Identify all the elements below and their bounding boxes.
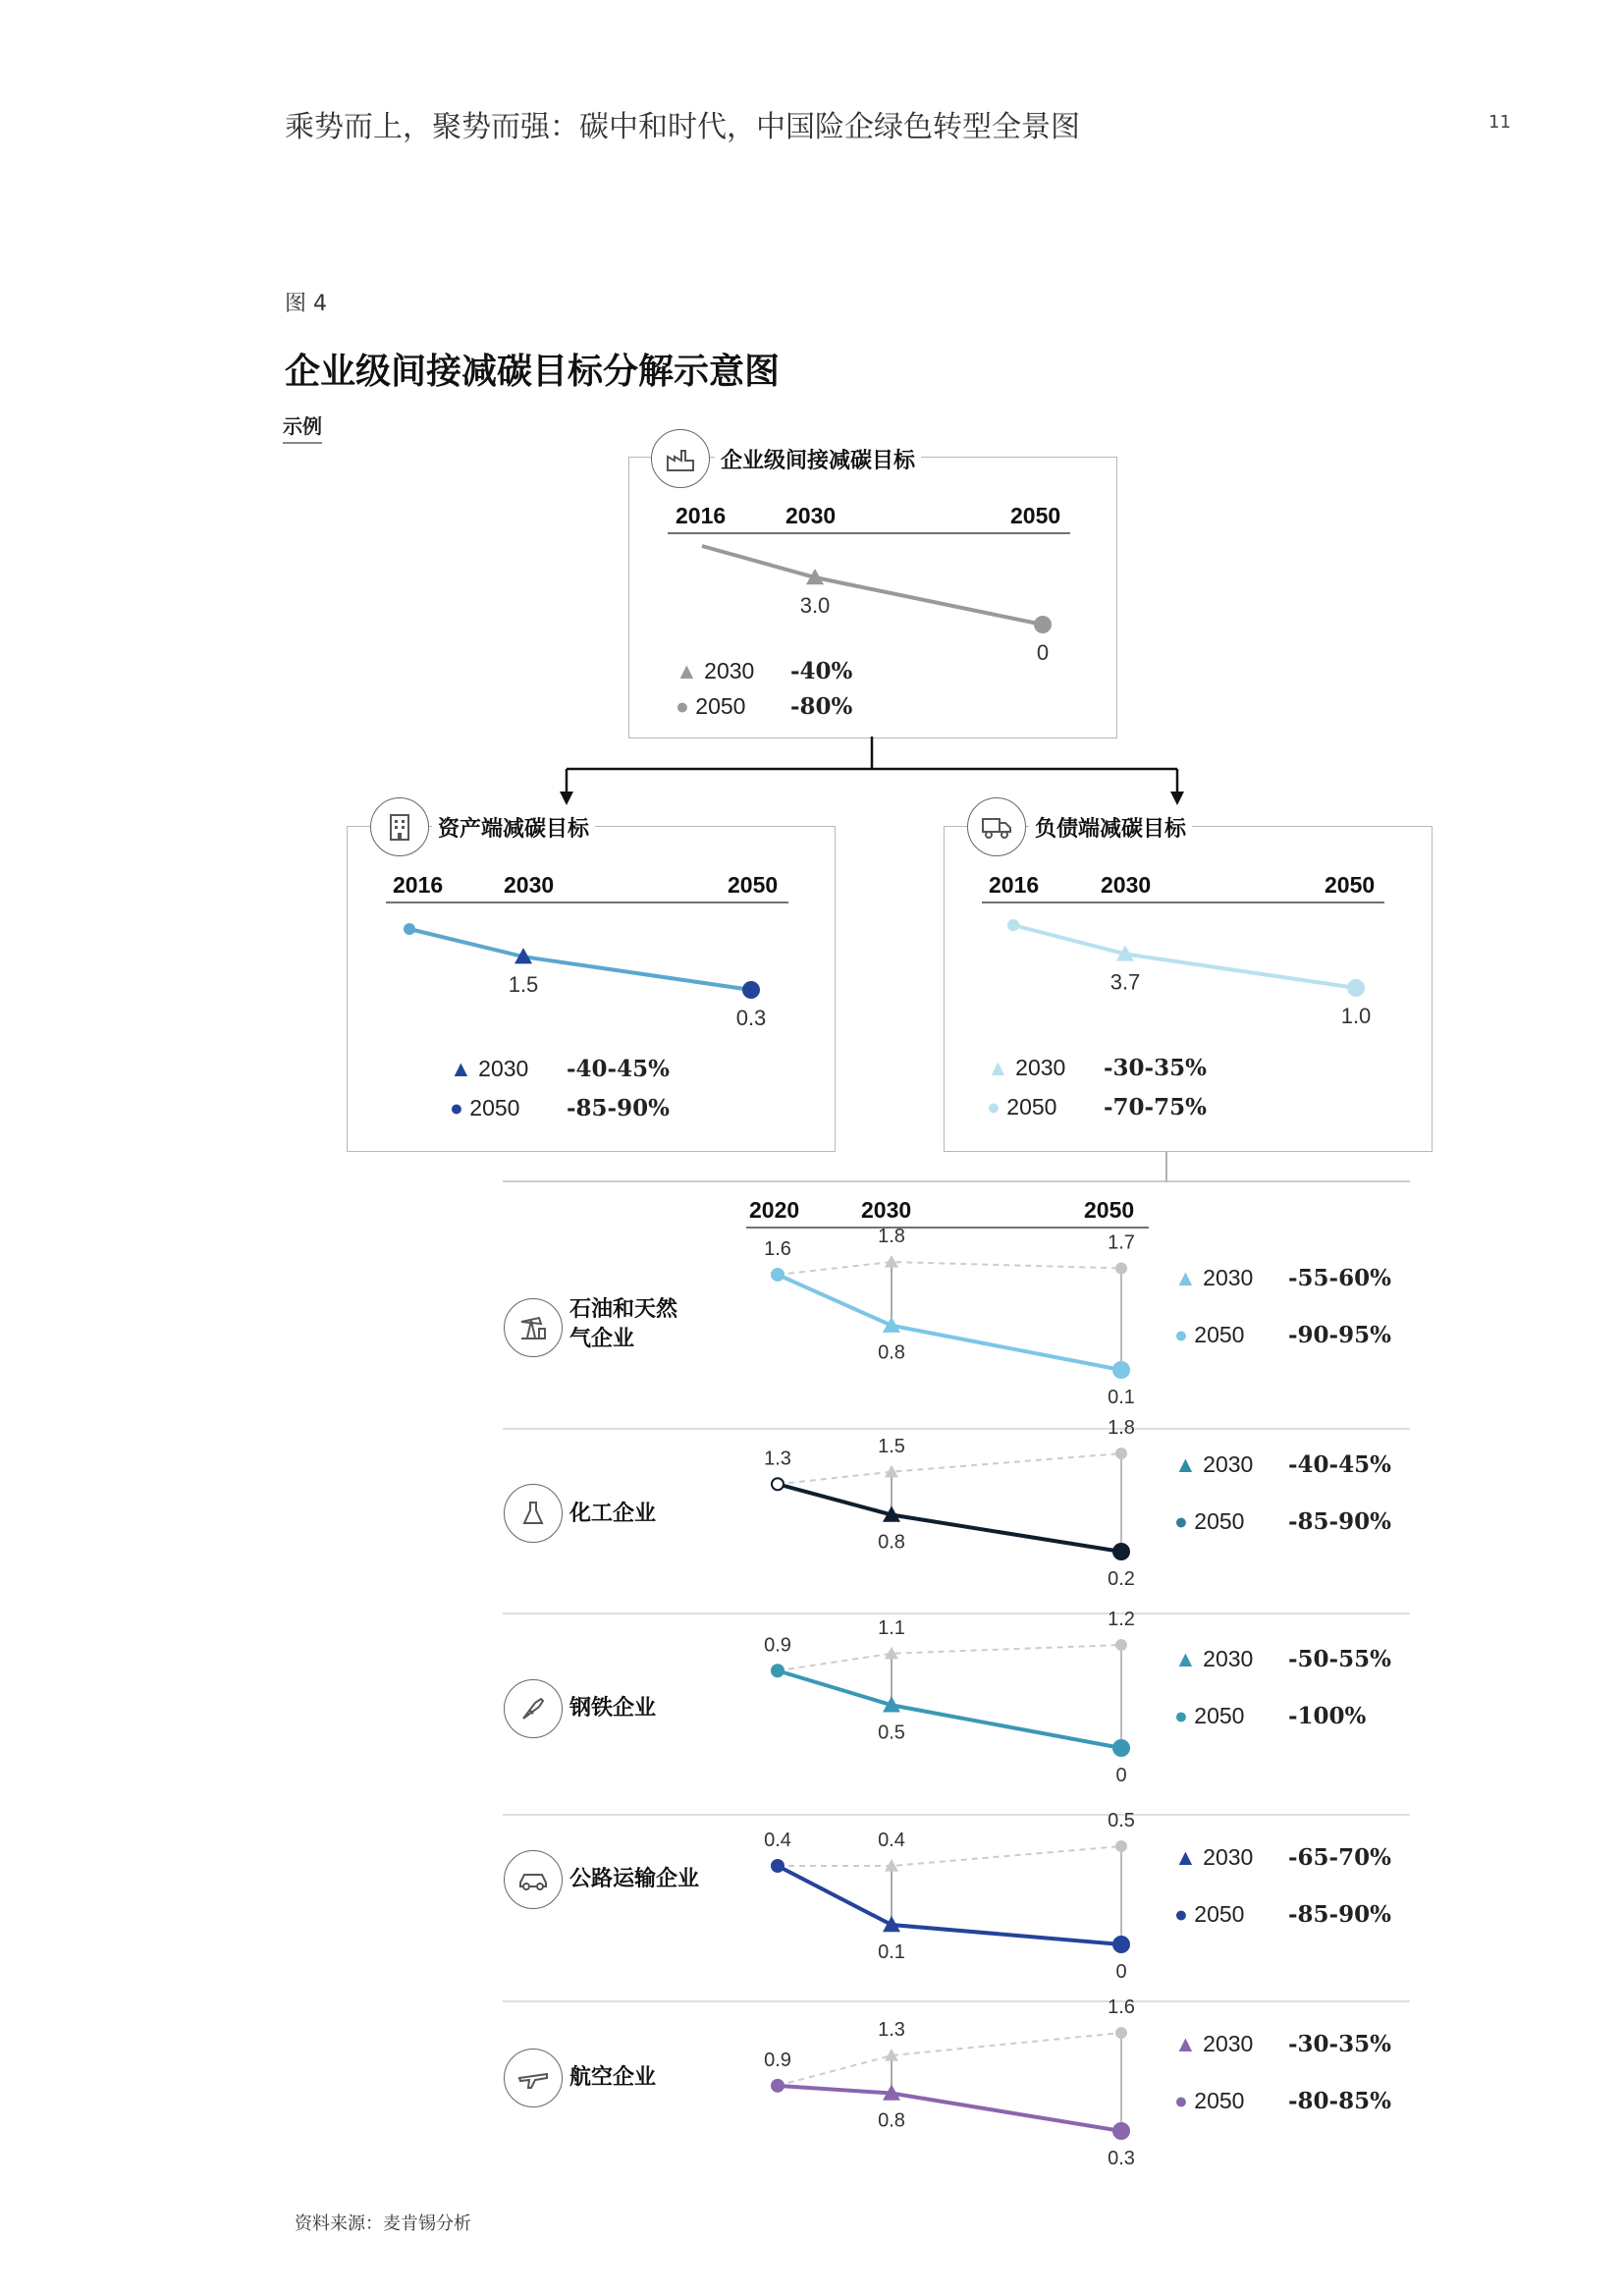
sector-legend-pct-2030: -65-70% <box>1288 1844 1391 1871</box>
label-baseline-2050: 1.7 <box>1108 1231 1135 1254</box>
label-baseline-2030: 0.4 <box>878 1830 905 1851</box>
triangle-marker-icon: ▲ <box>1174 2031 1197 2056</box>
legend-pct-2030: -30-35% <box>1104 1055 1207 1081</box>
label-baseline-2050: 0.5 <box>1108 1810 1135 1831</box>
steel-icon <box>504 1679 563 1738</box>
data-label-2030: 3.0 <box>799 593 831 618</box>
label-start: 1.6 <box>764 1237 791 1260</box>
sector-legend-year-2030 <box>1174 1451 1253 1478</box>
sector-name-chemical: 化工企业 <box>569 1501 657 1526</box>
baseline-point-2050 <box>1115 1840 1127 1852</box>
source-note: 资料来源：麦肯锡分析 <box>295 2214 471 2234</box>
label-baseline-2030: 1.3 <box>878 2019 905 2042</box>
baseline-line <box>778 1645 1121 1670</box>
baseline-point-2050 <box>1115 1448 1127 1459</box>
enterprise-target-title: 企业级间接减碳目标 <box>715 444 921 474</box>
legend-pct-2050: -85-90% <box>567 1095 670 1121</box>
label-target-2030: 0.8 <box>878 1531 905 1554</box>
legend-year-text: 2050 <box>1187 1901 1245 1927</box>
legend-year-2030: ▲ 2030 <box>676 658 755 683</box>
plane-icon <box>504 2049 563 2107</box>
legend-year-2030: ▲ 2030 <box>987 1055 1066 1080</box>
target-point-start <box>772 1478 784 1490</box>
legend-year-text: 2030 <box>1196 1645 1254 1671</box>
sector-legend-year-2050 <box>1174 2088 1244 2114</box>
label-target-2030: 0.1 <box>878 1941 905 1963</box>
target-point-2050 <box>1112 1361 1130 1379</box>
x-label-2030: 2030 <box>504 872 555 898</box>
x-label-2016: 2016 <box>393 872 444 898</box>
circle-marker-icon: ● <box>1174 1901 1188 1927</box>
label-start: 0.9 <box>764 1634 791 1657</box>
sector-legend-pct-2030: -30-35% <box>1288 2031 1391 2057</box>
label-target-2050: 0 <box>1115 1765 1127 1786</box>
legend-year-text: 2030 <box>1196 1451 1254 1477</box>
legend-year-2050: ● 2050 <box>676 693 746 719</box>
target-line <box>778 2086 1121 2131</box>
triangle-marker-icon: ▲ <box>1174 1451 1197 1477</box>
label-start: 0.9 <box>764 2049 791 2071</box>
sector-legend-pct-2030: -50-55% <box>1288 1645 1391 1672</box>
circle-marker-icon: ● <box>1174 1702 1188 1728</box>
target-point-2050 <box>1112 1543 1130 1560</box>
sector-legend-pct-2050: -90-95% <box>1288 1322 1391 1348</box>
circle-marker-icon: ● <box>1174 2088 1188 2113</box>
sector-name-oil-gas: 石油和天然气企业 <box>569 1296 678 1351</box>
baseline-line <box>778 1453 1121 1484</box>
label-target-2030: 0.8 <box>878 1341 905 1364</box>
asset-target-title: 资产端减碳目标 <box>432 812 595 843</box>
header-title: 乘势而上，聚势而强：碳中和时代，中国险企绿色转型全景图 <box>285 110 1080 144</box>
legend-pct-2030: -40-45% <box>567 1056 670 1082</box>
x-label-2050: 2050 <box>1325 872 1376 898</box>
sector-name-road-transport: 公路运输企业 <box>569 1866 700 1891</box>
data-label-2030: 1.5 <box>508 972 539 998</box>
legend-year-2050: ● 2050 <box>987 1094 1057 1120</box>
baseline-point-2050 <box>1115 1639 1127 1651</box>
sector-legend-pct-2050: -85-90% <box>1288 1508 1391 1535</box>
sector-name-steel: 钢铁企业 <box>569 1695 657 1721</box>
baseline-line <box>778 2033 1121 2086</box>
sector-legend-year-2050 <box>1174 1322 1244 1348</box>
label-target-2030: 0.5 <box>878 1722 905 1744</box>
sector-legend-pct-2050: -100% <box>1288 1702 1367 1729</box>
circle-marker-icon: ● <box>1174 1508 1188 1534</box>
figure-title: 企业级间接减碳目标分解示意图 <box>285 351 781 392</box>
legend-pct-2030: -40% <box>790 658 853 684</box>
legend-year-2030: ▲ 2030 <box>450 1056 529 1081</box>
legend-year-text: 2030 <box>1196 2031 1254 2056</box>
x-label-2050: 2050 <box>1010 503 1061 528</box>
target-point-start <box>772 2080 784 2092</box>
legend-pct-2050: -80% <box>790 693 853 720</box>
sector-legend-year-2030 <box>1174 1646 1253 1672</box>
label-start: 0.4 <box>764 1830 791 1851</box>
triangle-marker-icon: ▲ <box>1174 1645 1197 1671</box>
baseline-point-2050 <box>1115 1262 1127 1274</box>
sector-x-label-2020: 2020 <box>749 1197 800 1223</box>
car-icon <box>504 1850 563 1909</box>
sector-x-label-2050: 2050 <box>1084 1197 1135 1223</box>
data-label-2030: 3.7 <box>1109 969 1141 995</box>
sector-legend-year-2050 <box>1174 1508 1244 1535</box>
target-point-2050 <box>1112 1739 1130 1757</box>
target-point-2050 <box>1112 2122 1130 2140</box>
target-point-start <box>772 1665 784 1676</box>
label-baseline-2030: 1.1 <box>878 1616 905 1639</box>
page-number: 11 <box>1488 112 1511 133</box>
x-label-2050: 2050 <box>728 872 779 898</box>
legend-year-text: 2050 <box>1187 2088 1245 2113</box>
label-target-2050: 0 <box>1115 1961 1127 1983</box>
sector-name-aviation: 航空企业 <box>569 2064 657 2090</box>
sector-legend-year-2030 <box>1174 1265 1253 1291</box>
target-line <box>778 1275 1121 1370</box>
target-point-2050 <box>1112 1936 1130 1953</box>
example-label: 示例 <box>283 410 322 444</box>
legend-year-2050: ● 2050 <box>450 1095 520 1121</box>
sector-legend-pct-2030: -40-45% <box>1288 1451 1391 1478</box>
baseline-point-2050 <box>1115 2027 1127 2039</box>
legend-pct-2050: -70-75% <box>1104 1094 1207 1121</box>
target-line <box>778 1484 1121 1552</box>
circle-marker-icon: ● <box>1174 1322 1188 1347</box>
label-baseline-2050: 1.2 <box>1108 1609 1135 1630</box>
target-point-start <box>772 1269 784 1281</box>
baseline-line <box>778 1262 1121 1275</box>
liability-target-title: 负债端减碳目标 <box>1029 812 1192 843</box>
legend-year-text: 2050 <box>1187 1322 1245 1347</box>
flask-icon <box>504 1484 563 1543</box>
data-label-2050: 0 <box>1036 640 1050 665</box>
label-baseline-2030: 1.8 <box>878 1226 905 1247</box>
sector-legend-year-2050 <box>1174 1703 1244 1729</box>
label-target-2030: 0.8 <box>878 2109 905 2132</box>
legend-year-text: 2050 <box>1187 1702 1245 1728</box>
x-label-2030: 2030 <box>785 503 837 528</box>
legend-year-text: 2050 <box>1187 1508 1245 1534</box>
x-label-2016: 2016 <box>989 872 1040 898</box>
figure-label: 图 4 <box>285 292 327 316</box>
data-label-2050: 1.0 <box>1340 1004 1372 1028</box>
sector-legend-year-2030 <box>1174 2031 1253 2057</box>
label-target-2050: 0.1 <box>1108 1387 1135 1408</box>
legend-year-text: 2030 <box>1196 1844 1254 1870</box>
label-target-2050: 0.2 <box>1108 1568 1135 1590</box>
sector-legend-year-2030 <box>1174 1844 1253 1871</box>
label-baseline-2050: 1.6 <box>1108 1996 1135 2018</box>
label-target-2050: 0.3 <box>1108 2148 1135 2169</box>
baseline-line <box>778 1846 1121 1866</box>
label-baseline-2050: 1.8 <box>1108 1417 1135 1439</box>
oil-pump-icon <box>504 1298 563 1357</box>
target-point-start <box>772 1860 784 1872</box>
sector-legend-pct-2050: -85-90% <box>1288 1901 1391 1928</box>
sector-legend-year-2050 <box>1174 1901 1244 1928</box>
legend-year-text: 2030 <box>1196 1265 1254 1290</box>
sector-legend-pct-2050: -80-85% <box>1288 2088 1391 2114</box>
sector-x-label-2030: 2030 <box>861 1197 912 1223</box>
sector-legend-pct-2030: -55-60% <box>1288 1265 1391 1291</box>
target-line <box>778 1670 1121 1748</box>
target-line <box>778 1866 1121 1944</box>
triangle-marker-icon: ▲ <box>1174 1844 1197 1870</box>
label-start: 1.3 <box>764 1448 791 1470</box>
data-label-2050: 0.3 <box>735 1006 767 1030</box>
triangle-marker-icon: ▲ <box>1174 1265 1197 1290</box>
x-label-2016: 2016 <box>676 503 727 528</box>
label-baseline-2030: 1.5 <box>878 1435 905 1457</box>
x-label-2030: 2030 <box>1101 872 1152 898</box>
